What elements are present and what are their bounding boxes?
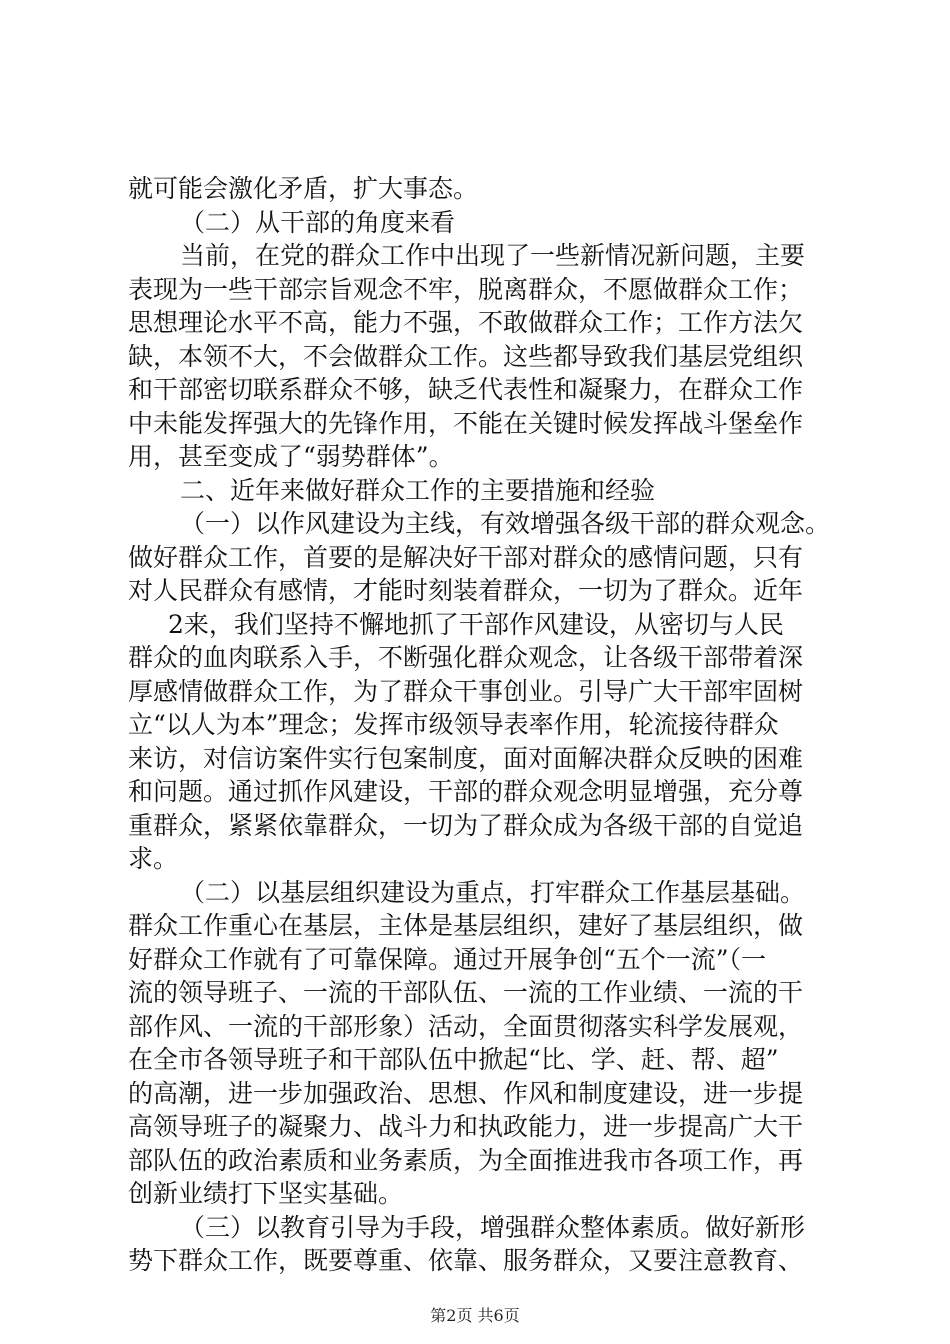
section-heading: （二）从干部的角度来看: [180, 207, 456, 237]
page-footer: 第2页 共6页: [430, 1306, 520, 1325]
text-line: 群众的血肉联系入手，不断强化群众观念，让各级干部带着深: [128, 643, 804, 672]
document-body: [128, 172, 840, 1278]
text-line: 的高潮，进一步加强政治、思想、作风和制度建设，进一步提: [128, 1078, 804, 1108]
text-line: 表现为一些干部宗旨观念不牢，脱离群众，不愿做群众工作；: [128, 274, 804, 304]
text-line: （三）以教育引导为手段，增强群众整体素质。做好新形: [180, 1212, 806, 1242]
text-line: 2来，我们坚持不懈地抓了干部作风建设，从密切与人民: [168, 609, 784, 639]
text-line: 厚感情做群众工作，为了群众干事创业。引导广大干部牢固树: [128, 676, 804, 706]
text-line: 创新业绩打下坚实基础。: [128, 1179, 404, 1208]
text-line: 好群众工作就有了可靠保障。通过开展争创“五个一流”（一: [128, 944, 767, 974]
text-line: 部作风、一流的干部形象）活动，全面贯彻落实科学发展观，: [128, 1011, 804, 1041]
text-line: 群众工作重心在基层，主体是基层组织，建好了基层组织，做: [128, 911, 804, 940]
text-line: 做好群众工作，首要的是解决好干部对群众的感情问题，只有: [128, 542, 804, 572]
text-line: 部队伍的政治素质和业务素质，为全面推进我市各项工作，再: [128, 1145, 804, 1175]
text-line: 求。: [128, 844, 179, 873]
text-line: 缺，本领不大，不会做群众工作。这些都导致我们基层党组织: [128, 341, 804, 371]
text-line: 高领导班子的凝聚力、战斗力和执政能力，进一步提高广大干: [128, 1112, 804, 1141]
text-line: 流的领导班子、一流的干部队伍、一流的工作业绩、一流的干: [128, 978, 804, 1007]
text-line: 重群众，紧紧依靠群众，一切为了群众成为各级干部的自觉追: [128, 810, 804, 840]
text-line: 中未能发挥强大的先锋作用，不能在关键时候发挥战斗堡垒作: [128, 408, 804, 438]
text-line: 就可能会激化矛盾，扩大事态。: [128, 174, 479, 203]
text-line: 和干部密切联系群众不够，缺乏代表性和凝聚力，在群众工作: [128, 375, 804, 404]
text-line: 思想理论水平不高，能力不强，不敢做群众工作；工作方法欠: [128, 308, 804, 337]
text-line: 对人民群众有感情，才能时刻装着群众，一切为了群众。近年: [128, 576, 804, 605]
text-line: （二）以基层组织建设为重点，打牢群众工作基层基础。: [180, 877, 806, 907]
text-line: （一）以作风建设为主线，有效增强各级干部的群众观念。: [180, 509, 831, 538]
text-line: 用，甚至变成了“弱势群体”。: [128, 442, 454, 471]
text-line: 当前，在党的群众工作中出现了一些新情况新问题，主要: [180, 241, 806, 270]
text-line: 来访，对信访案件实行包案制度，面对面解决群众反映的困难: [128, 743, 804, 773]
text-line: 势下群众工作，既要尊重、依靠、服务群众，又要注意教育、: [128, 1246, 804, 1275]
text-line: 在全市各领导班子和干部队伍中掀起“比、学、赶、帮、超”: [128, 1045, 779, 1074]
text-line: 和问题。通过抓作风建设，干部的群众观念明显增强，充分尊: [128, 777, 804, 806]
section-heading: 二、近年来做好群众工作的主要措施和经验: [180, 475, 656, 505]
text-line: 立“以人为本”理念；发挥市级领导表率作用，轮流接待群众: [128, 710, 779, 739]
